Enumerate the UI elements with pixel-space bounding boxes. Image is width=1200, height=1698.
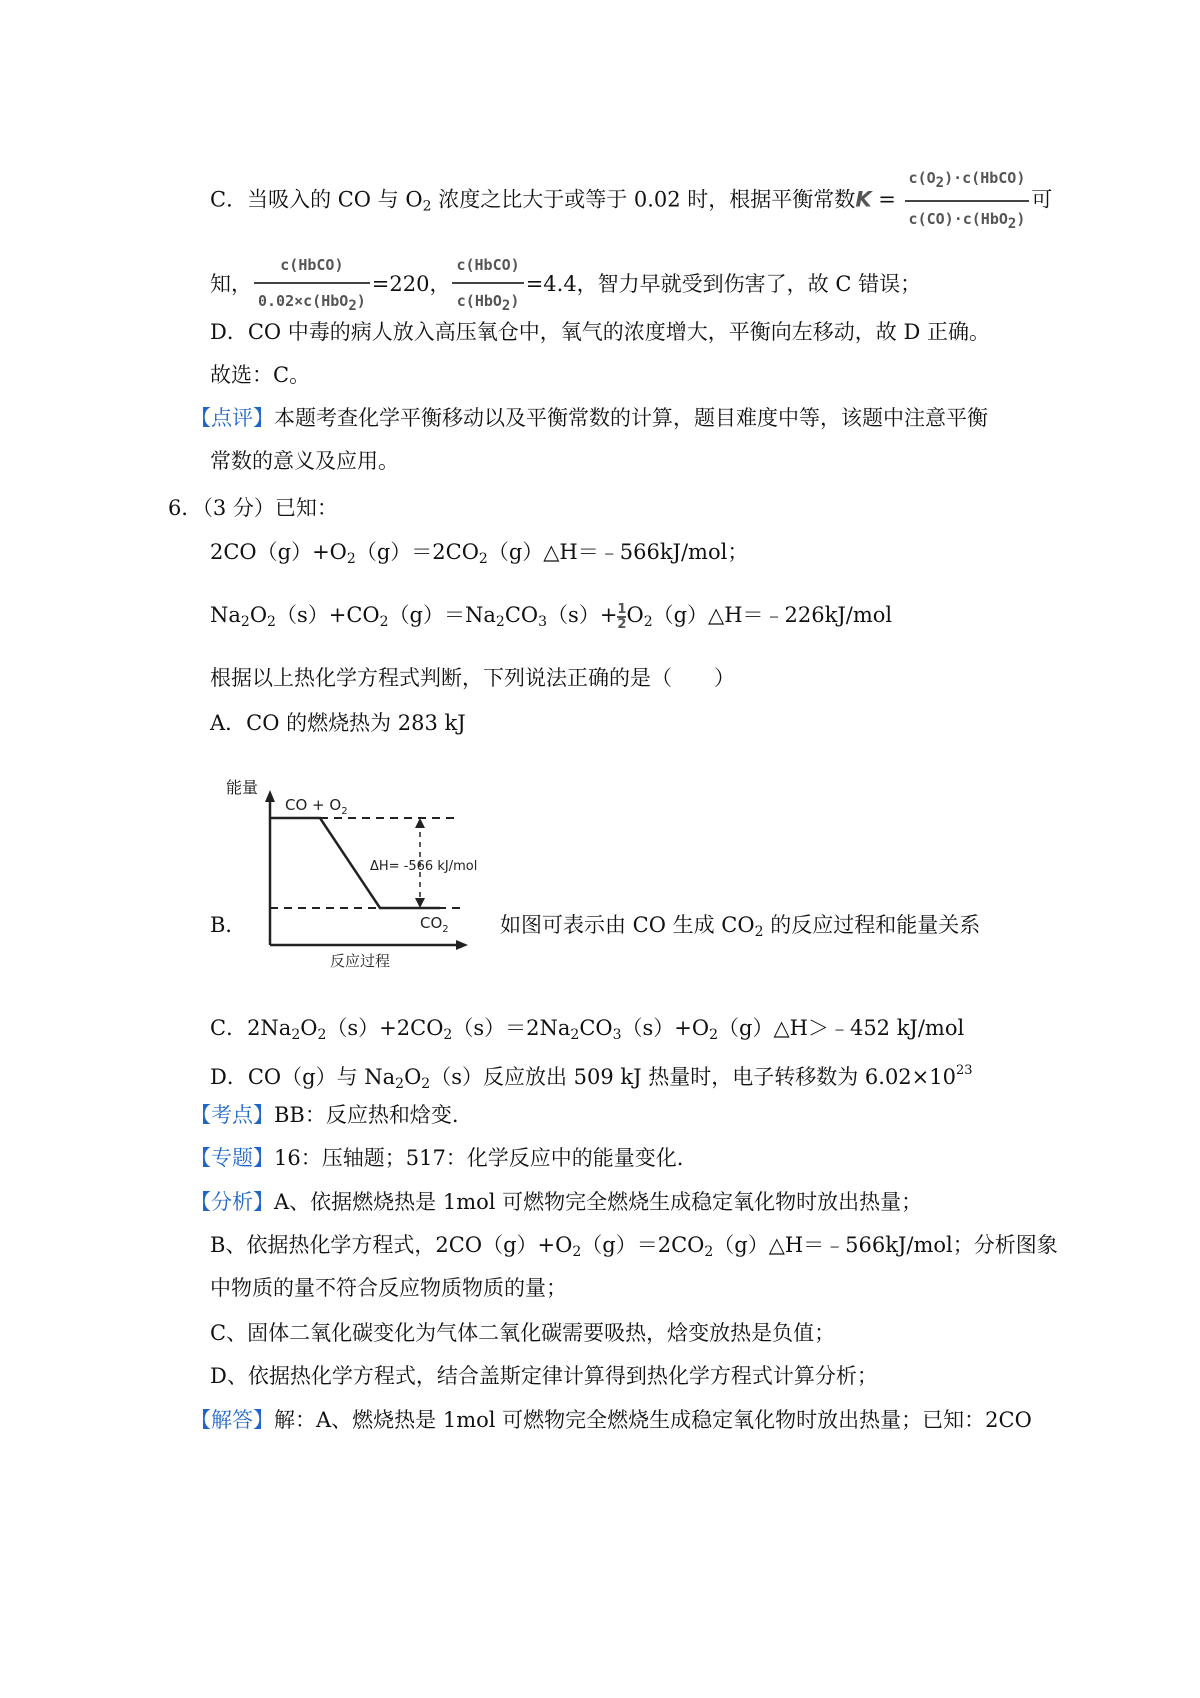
question-stem: 根据以上热化学方程式判断，下列说法正确的是（ ）	[210, 666, 735, 690]
option-d: D．CO（g）与 $Na_2O_2(s)$反应放出 509 kJ 热量时，电子转移数为 $6.02\times 10^{23}$	[210, 1063, 973, 1092]
diagram-dh-label: ΔH= -566 kJ/mol	[370, 859, 478, 874]
fenxi-b: B、依据热化学方程式，$2CO(g)+O_2(g)=2CO_2(g)\triangle H=﹣566kJ$/mol；分析图象	[210, 1233, 1058, 1260]
option-a: A．CO 的燃烧热为 283 kJ	[210, 711, 466, 735]
option-b-label: B．	[210, 913, 247, 937]
equation-2: $Na_2O_2(s)+CO_2(g)=Na_2CO_3(s)+$ $\frac{1}{2}$ $O_2(g)\triangle H=﹣226kJ$/mol	[210, 601, 893, 632]
fenxi-c: C、固体二氧化碳变化为气体二氧化碳需要吸热，焓变放热是负值；	[210, 1321, 836, 1345]
k-symbol: K	[855, 187, 872, 212]
kaodian-line: 【考点】BB：反应热和焓变.	[190, 1103, 459, 1127]
equation-1: $2CO(g)+O_2(g)=2CO_2(g)\triangle H=﹣566kJ$/mol；	[210, 540, 749, 567]
fenxi-b-2: 中物质的量不符合反应物质物质的量；	[210, 1276, 567, 1300]
ratio-calculation: 知， $\frac{\text{c(HbCO)}}{\text{0.02×c(HbO2)}}$ =220， $\frac{\text{c(HbCO)}}{\text{c(HbO2)}}$ =4.4，智力早就受到伤害了，故 C 错误；	[210, 250, 921, 321]
diagram-y-axis-label: 能量	[226, 778, 259, 797]
energy-diagram	[260, 790, 510, 970]
fenxi-d: D、依据热化学方程式，结合盖斯定律计算得到热化学方程式计算分析；	[210, 1364, 878, 1388]
fenxi-tag: 【分析】	[190, 1190, 274, 1214]
half-fraction: $\frac{1}{2}$	[617, 601, 627, 632]
option-d-explanation: D．CO 中毒的病人放入高压氧仓中，氧气的浓度增大，平衡向左移动，故 D 正确。	[210, 320, 990, 344]
ratio-fraction-2: $\frac{\text{c(HbCO)}}{\text{c(HbO2)}}$	[452, 250, 523, 321]
fenxi-line: 【分析】A、依据燃烧热是 1mol 可燃物完全燃烧生成稳定氧化物时放出热量；	[190, 1190, 923, 1214]
diagram-top-label: CO + $O_2$	[285, 796, 348, 817]
option-c-explanation: C．当吸入的 CO 与 $O_2$ 浓度之比大于或等于 0.02 时，根据平衡常数K = $\frac{\text{c(O2)·c(HbCO)}}{\text{c(CO)·c(HbO2)}}$ 可	[210, 163, 1052, 239]
review-line: 【点评】本题考查化学平衡移动以及平衡常数的计算，题目难度中等，该题中注意平衡	[190, 406, 988, 430]
option-c: C．$2Na_2O_2(s)+2CO_2(s)=2Na_2CO_3(s)+O_2(g)\triangle H>﹣452$ kJ/mol	[210, 1016, 965, 1043]
kaodian-tag: 【考点】	[190, 1103, 274, 1127]
jieda-tag: 【解答】	[190, 1408, 274, 1432]
zhuanti-line: 【专题】16：压轴题；517：化学反应中的能量变化.	[190, 1146, 684, 1170]
jieda-line: 【解答】解：A、燃烧热是 1mol 可燃物完全燃烧生成稳定氧化物时放出热量；已知：2CO	[190, 1408, 1032, 1432]
zhuanti-tag: 【专题】	[190, 1146, 274, 1170]
question-6-heading: 6．（3 分）已知：	[168, 496, 338, 520]
option-b-text: 如图可表示由 CO 生成 $CO_2$ 的反应过程和能量关系	[500, 913, 981, 940]
diagram-x-label: 反应过程	[330, 952, 391, 970]
answer-choice: 故选：C。	[210, 363, 311, 387]
review-line-2: 常数的意义及应用。	[210, 449, 399, 473]
review-tag: 【点评】	[190, 406, 274, 430]
diagram-bottom-label: $CO_2$	[420, 914, 449, 935]
k-fraction: $\frac{\text{c(O2)·c(HbCO)}}{\text{c(CO)·c(HbO2)}}$	[905, 163, 1030, 239]
ratio-fraction-1: $\frac{\text{c(HbCO)}}{\text{0.02×c(HbO2)}}$	[254, 250, 370, 321]
